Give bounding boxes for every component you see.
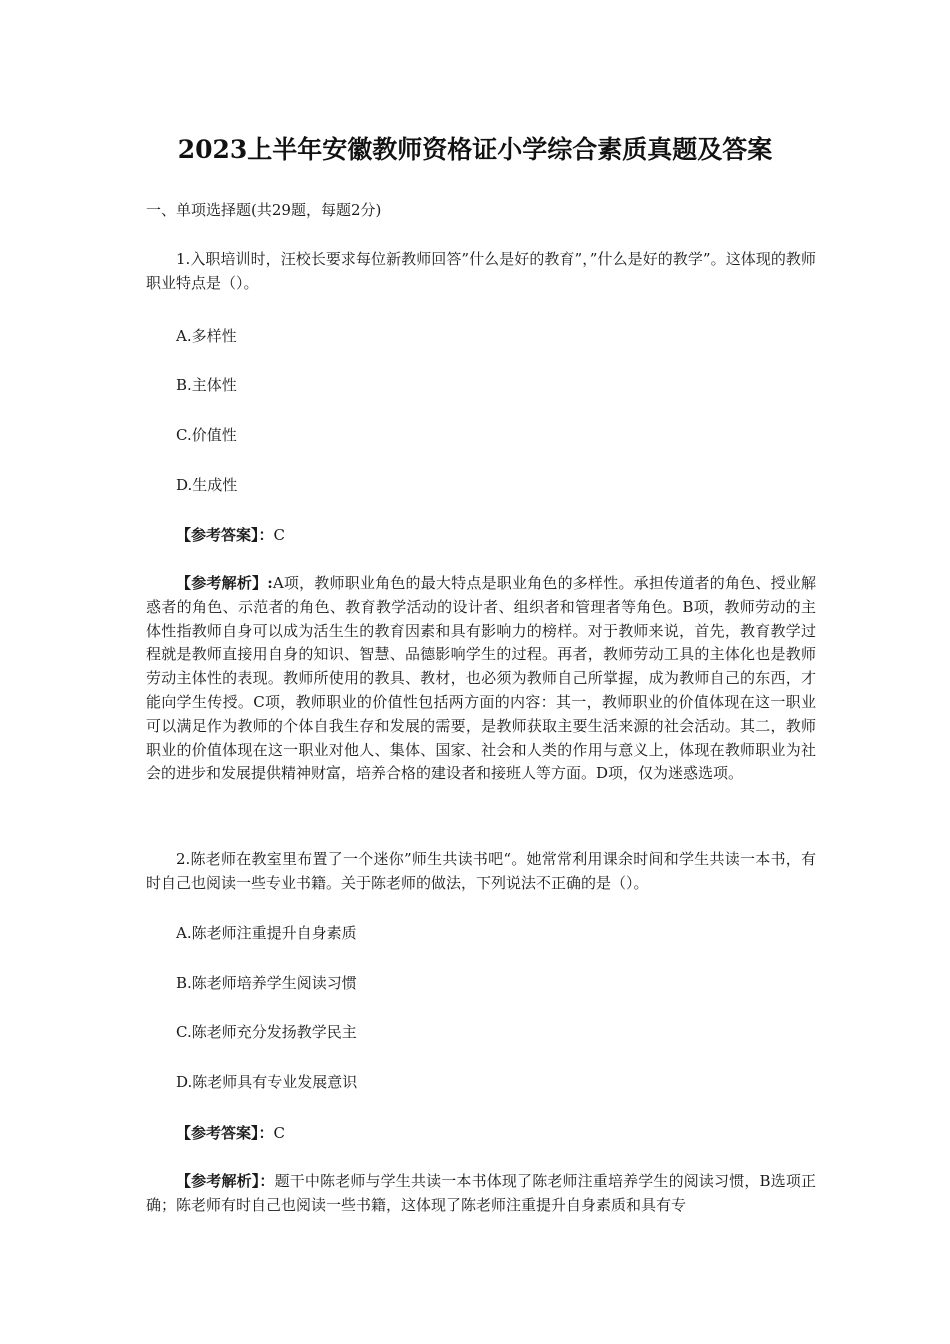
analysis-text: A项，教师职业角色的最大特点是职业角色的多样性。承担传道者的角色、授业解惑者的角色、示范者的角色、教育教学活动的设计者、组织者和管理者等角色。B项，教师劳动的主体性指教师自身可以成为活生生的教育因素和具有影响力的榜样。对于教师来说，首先，教育教学过程就是教师直接用自身的知识、智慧、品德影响学生的过程。再者，教师劳动工具的主体化也是教师劳动主体性的表现。教师所使用的教具、教材，也必须为教师自己所掌握，成为教师自己的东西，才能向学生传授。C项，教师职业的价值性包括两方面的内容：其一，教师职业的价值体现在这一职业可以满足作为教师的个体自我生存和发展的需要，是教师获取主要生活来源的社会活动。其二，教师职业的价值体现在这一职业对他人、集体、国家、社会和人类的作用与意义上，体现在教师职业为社会的进步和发展提供精神财富，培养合格的建设者和接班人等方面。D项，仅为迷惑选项。: [146, 574, 816, 783]
answer-value: C: [273, 1124, 285, 1142]
question-2-answer: [176, 1122, 846, 1144]
section-heading: 一、单项选择题(共29题，每题2分): [146, 201, 382, 219]
question-1-answer: [176, 524, 846, 546]
question-2-analysis: [146, 1170, 816, 1218]
question-1-analysis: [146, 572, 816, 786]
question-1-option-d: D.生成性: [176, 476, 238, 494]
question-2-option-d: D.陈老师具有专业发展意识: [176, 1073, 358, 1091]
question-1-option-b: B.主体性: [176, 376, 237, 394]
answer-label: 【参考答案】：: [176, 526, 274, 544]
question-1-option-c: C.价值性: [176, 426, 237, 444]
analysis-label: 【参考解析】：: [176, 1172, 275, 1190]
question-2-option-a: A.陈老师注重提升自身素质: [176, 924, 357, 942]
document-title: 2023上半年安徽教师资格证小学综合素质真题及答案: [177, 135, 773, 164]
question-1-option-a: A.多样性: [176, 327, 237, 345]
question-2-option-c: C.陈老师充分发扬教学民主: [176, 1023, 357, 1041]
analysis-text: 题干中陈老师与学生共读一本书体现了陈老师注重培养学生的阅读习惯，B选项正确；陈老师有时自己也阅读一些书籍，这体现了陈老师注重提升自身素质和具有专: [146, 1172, 816, 1214]
question-1-stem: 1.入职培训时，汪校长要求每位新教师回答”什么是好的教育”，”什么是好的教学”。这体现的教师职业特点是（）。: [146, 250, 816, 292]
answer-value: C: [273, 526, 285, 544]
answer-label: 【参考答案】：: [176, 1124, 274, 1142]
analysis-label: 【参考解析】:: [176, 574, 273, 592]
question-2-stem: 2.陈老师在教室里布置了一个迷你”师生共读书吧“。她常常利用课余时间和学生共读一本书，有时自己也阅读一些专业书籍。关于陈老师的做法，下列说法不正确的是（）。: [146, 850, 816, 892]
question-2-option-b: B.陈老师培养学生阅读习惯: [176, 974, 357, 992]
